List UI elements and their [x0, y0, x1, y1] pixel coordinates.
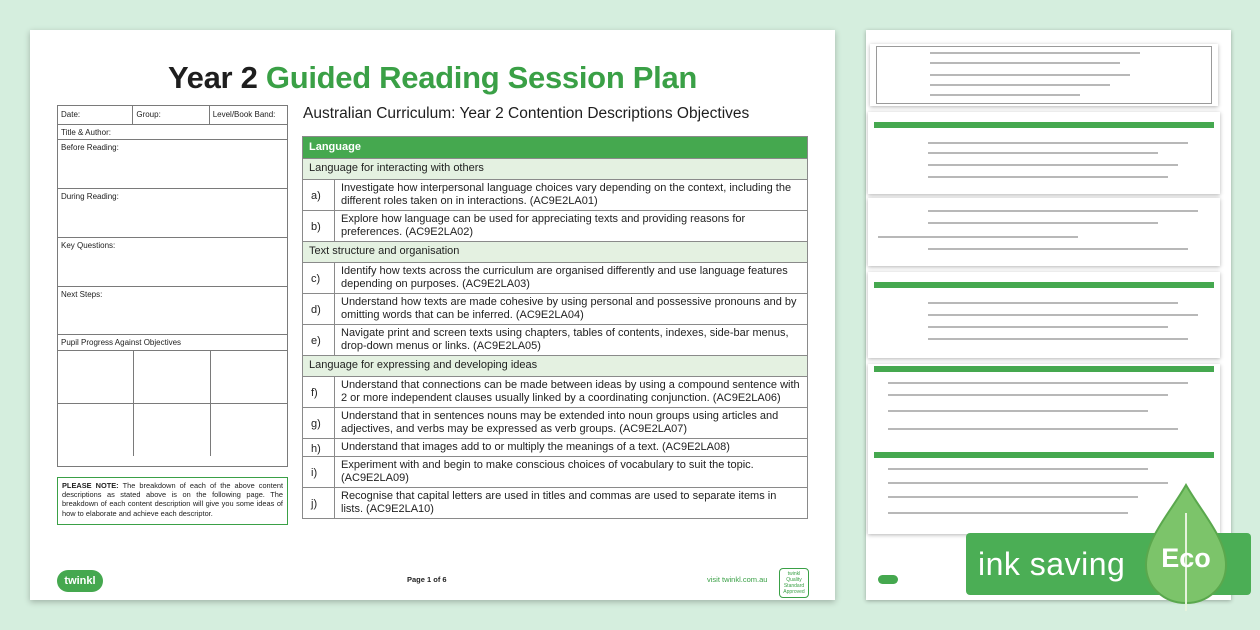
objective-letter: e)	[303, 325, 335, 355]
badge-line1: twinkl	[787, 571, 801, 577]
thumbnail-page-4	[868, 272, 1220, 358]
thumb-line	[928, 176, 1168, 178]
page-number: Page 1 of 6	[407, 575, 447, 584]
during-reading-cell: During Reading:	[58, 189, 287, 238]
thumb-line	[930, 94, 1080, 96]
progress-cell	[211, 404, 287, 457]
thumb-line	[930, 84, 1110, 86]
title-author-cell: Title & Author:	[58, 125, 287, 140]
objective-letter: f)	[303, 377, 335, 407]
objective-text: Explore how language can be used for appreciating texts and providing reasons for preferences. (AC9E2LA02)	[341, 213, 746, 238]
objective-text: Understand how texts are made cohesive by using personal and possessive pronouns and by omitting words that can be inferred. (AC9E2LA04)	[341, 296, 797, 321]
thumb-line	[888, 394, 1168, 396]
objective-letter: a)	[303, 180, 335, 210]
progress-cell	[134, 404, 210, 457]
thumbnail-page-1	[870, 44, 1218, 106]
thumb-line	[930, 74, 1130, 76]
objective-row	[303, 407, 807, 438]
objective-letter: g)	[303, 408, 335, 438]
thumb-header-bar	[874, 452, 1214, 458]
objective-row	[303, 376, 807, 407]
thumb-line	[888, 410, 1148, 412]
progress-grid	[58, 351, 287, 456]
thumbnail-page-3	[868, 198, 1220, 266]
title-main: Guided Reading Session Plan	[265, 60, 698, 95]
curriculum-title: Australian Curriculum: Year 2 Contention Descriptions Objectives	[303, 105, 750, 122]
ink-saving-label: ink saving	[978, 545, 1126, 582]
thumb-header-bar	[874, 282, 1214, 288]
thumb-line	[888, 512, 1128, 514]
objective-text: Investigate how interpersonal language choices vary depending on the context, including the different roles taken on in interactions. (AC9E2LA01)	[341, 182, 792, 207]
thumb-line	[888, 428, 1178, 430]
title-year: Year 2	[167, 60, 258, 95]
thumb-line	[888, 468, 1148, 470]
objective-row	[303, 456, 807, 487]
thumb-line	[928, 210, 1198, 212]
thumb-line	[928, 338, 1188, 340]
progress-cell	[58, 351, 134, 404]
thumb-line	[928, 164, 1178, 166]
objective-text: Understand that in sentences nouns may be extended into noun groups using articles and adjectives, and verbs may be expressed as verb groups. (AC9E2LA07)	[341, 410, 779, 435]
objective-row	[303, 324, 807, 355]
thumb-line	[888, 496, 1138, 498]
next-steps-cell: Next Steps:	[58, 287, 287, 335]
badge-line3: Approved	[783, 589, 805, 595]
thumb-line	[928, 302, 1178, 304]
objective-letter: i)	[303, 457, 335, 487]
thumb-line	[928, 326, 1168, 328]
key-questions-cell: Key Questions:	[58, 238, 287, 287]
objective-text: Understand that images add to or multiply the meanings of a text. (AC9E2LA08)	[341, 441, 730, 453]
objective-text: Navigate print and screen texts using chapters, tables of contents, indexes, side-bar menus, drop-down menus or links. (AC9E2LA05)	[341, 327, 789, 352]
site-link: visit twinkl.com.au	[707, 575, 768, 584]
note-text: The breakdown of each of the above content descriptions as stated above is on the following page. The breakdown of each content description will give you some ideas of how to elaborate and achieve each descriptor.	[62, 481, 283, 518]
objective-row	[303, 179, 807, 210]
thumb-line	[930, 52, 1140, 54]
twinkl-logo: twinkl	[57, 570, 103, 592]
before-reading-cell: Before Reading:	[58, 140, 287, 189]
group-heading: Language for expressing and developing ideas	[303, 355, 807, 376]
date-cell: Date:	[58, 106, 133, 124]
level-cell: Level/Book Band:	[212, 110, 276, 119]
objective-text: Identify how texts across the curriculum are organised differently and use language features depending on purposes. (AC9E2LA03)	[341, 265, 788, 290]
objective-row	[303, 293, 807, 324]
objective-text: Recognise that capital letters are used in titles and commas are used to separate items in lists. (AC9E2LA10)	[341, 490, 777, 515]
quality-badge	[779, 568, 809, 598]
page-title	[30, 60, 835, 96]
objective-letter: d)	[303, 294, 335, 324]
objective-row	[303, 438, 807, 456]
planning-grid	[57, 105, 288, 467]
group-heading: Text structure and organisation	[303, 241, 807, 262]
objective-text: Understand that connections can be made between ideas by using a compound sentence with 2 or more independent clauses usually linked by a coordinating conjunction. (AC9E2LA06)	[341, 379, 800, 404]
progress-cell	[211, 351, 287, 404]
group-cell: Group:	[133, 106, 209, 124]
thumb-line	[928, 222, 1158, 224]
thumb-line	[888, 482, 1168, 484]
planning-header-row	[58, 106, 287, 125]
thumb-line	[928, 142, 1188, 144]
please-note-box	[57, 477, 288, 525]
thumb-header-bar	[874, 122, 1214, 128]
progress-label-cell: Pupil Progress Against Objectives	[58, 335, 287, 351]
thumb-line	[928, 152, 1158, 154]
page-footer	[57, 570, 809, 594]
objective-letter: b)	[303, 211, 335, 241]
badge-line2: Quality Standard	[783, 577, 805, 589]
thumb-line	[928, 314, 1198, 316]
thumb-line	[928, 248, 1188, 250]
document-page	[30, 30, 835, 600]
thumb-header-bar	[874, 366, 1214, 372]
objective-row	[303, 487, 807, 518]
note-bold: PLEASE NOTE:	[62, 481, 119, 490]
thumb-logo	[878, 575, 898, 584]
objective-letter: h)	[303, 439, 335, 456]
section-header-language: Language	[303, 137, 807, 158]
objective-text: Experiment with and begin to make conscious choices of vocabulary to suit the topic. (AC9E2LA09)	[341, 459, 754, 484]
group-heading: Language for interacting with others	[303, 158, 807, 179]
thumb-line	[930, 62, 1120, 64]
thumb-line	[878, 236, 1078, 238]
objective-letter: j)	[303, 488, 335, 518]
eco-badge-label: Eco	[1161, 543, 1211, 573]
curriculum-table	[302, 136, 808, 519]
objective-row	[303, 262, 807, 293]
objective-row	[303, 210, 807, 241]
objective-letter: c)	[303, 263, 335, 293]
thumbnail-page-2	[868, 112, 1220, 194]
thumb-line	[888, 382, 1188, 384]
progress-cell	[134, 351, 210, 404]
progress-cell	[58, 404, 134, 457]
